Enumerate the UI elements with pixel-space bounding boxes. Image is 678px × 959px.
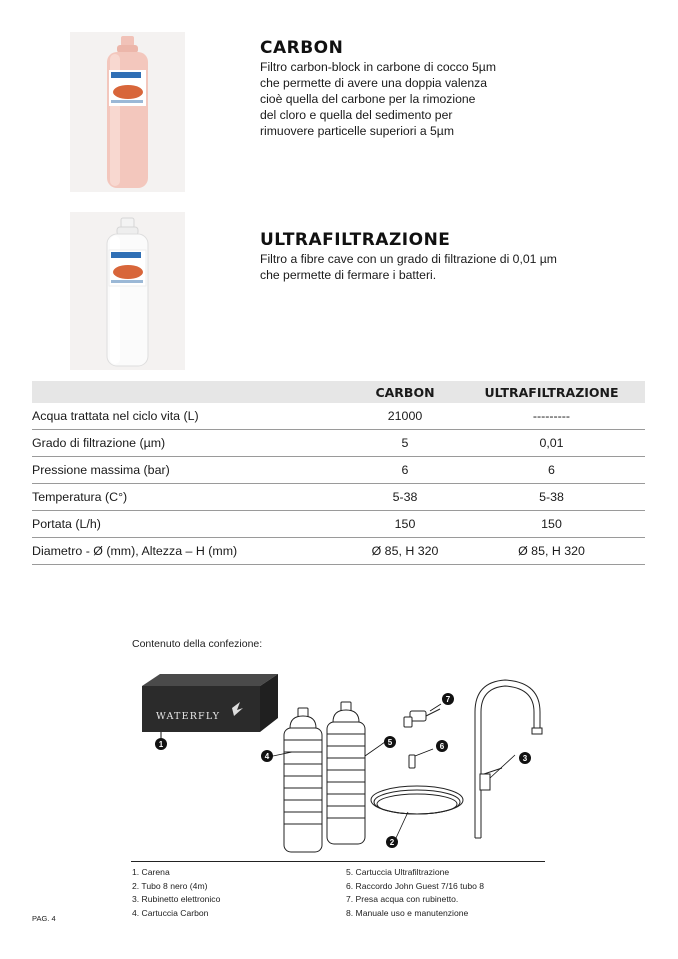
connector-illustration <box>409 755 415 768</box>
spec-label: Grado di filtrazione (µm) <box>32 430 352 457</box>
spec-value-ultra: --------- <box>458 403 645 430</box>
spec-label: Acqua trattata nel ciclo vita (L) <box>32 403 352 430</box>
carbon-cartridge-photo <box>70 32 185 192</box>
legend-item: 8. Manuale uso e manutenzione <box>346 907 469 918</box>
legend-item: 6. Raccordo John Guest 7/16 tubo 8 <box>346 880 485 891</box>
spec-label: Temperatura (C°) <box>32 484 352 511</box>
spec-table <box>32 381 645 565</box>
package-contents-diagram <box>120 660 560 860</box>
product-desc-carbon: Filtro carbon-block in carbone di cocco 5µm che permette di avere una doppia valenza cioè quella del carbone per la rimozione del cloro e quella del sedimento per rimuovere particelle superiori a 5µm <box>260 60 496 138</box>
legend-item: 7. Presa acqua con rubinetto. <box>346 894 459 904</box>
spec-value-carbon: Ø 85, H 320 <box>352 538 458 565</box>
product-title-ultrafiltrazione: ULTRAFILTRAZIONE <box>260 230 451 250</box>
table-row <box>32 484 645 511</box>
legend-item: 1. Carena <box>132 867 170 877</box>
spec-label: Diametro - Ø (mm), Altezza – H (mm) <box>32 538 352 565</box>
callout-1 <box>155 738 167 750</box>
ultrafiltration-cartridge-illustration <box>327 702 365 844</box>
water-valve-illustration <box>404 709 440 727</box>
legend-right <box>346 866 484 920</box>
spec-value-ultra: 6 <box>458 457 645 484</box>
table-row <box>32 538 645 565</box>
spec-value-carbon: 150 <box>352 511 458 538</box>
svg-text:2: 2 <box>389 838 395 847</box>
legend-item: 4. Cartuccia Carbon <box>132 907 209 918</box>
table-row <box>32 403 645 430</box>
table-row <box>32 430 645 457</box>
callout-7 <box>442 693 454 705</box>
legend-item: 2. Tubo 8 nero (4m) <box>132 880 208 891</box>
svg-text:3: 3 <box>522 754 528 763</box>
housing-box-illustration <box>142 674 278 732</box>
table-row <box>32 457 645 484</box>
spec-header-row <box>32 381 645 403</box>
svg-text:5: 5 <box>387 738 393 747</box>
brand-logo-text: WATERFLY <box>156 711 221 722</box>
product-title-carbon: CARBON <box>260 38 344 58</box>
spec-label: Pressione massima (bar) <box>32 457 352 484</box>
spec-value-ultra: 5-38 <box>458 484 645 511</box>
ultrafiltration-cartridge-photo <box>70 212 185 370</box>
spec-header-ultrafiltrazione: ULTRAFILTRAZIONE <box>458 381 645 403</box>
spec-value-ultra: 150 <box>458 511 645 538</box>
callout-5 <box>384 736 396 748</box>
spec-header-carbon: CARBON <box>352 381 458 403</box>
spec-value-carbon: 5 <box>352 430 458 457</box>
legend-item: 3. Rubinetto elettronico <box>132 894 221 904</box>
table-row <box>32 511 645 538</box>
package-title: Contenuto della confezione: <box>132 638 263 650</box>
spec-value-ultra: 0,01 <box>458 430 645 457</box>
product-desc-ultrafiltrazione: Filtro a fibre cave con un grado di filtrazione di 0,01 µm che permette di fermare i batteri. <box>260 252 557 282</box>
spec-value-carbon: 5-38 <box>352 484 458 511</box>
svg-text:4: 4 <box>264 752 270 761</box>
tubing-coil-illustration <box>371 786 463 814</box>
legend-divider <box>131 861 545 862</box>
spec-value-ultra: Ø 85, H 320 <box>458 538 645 565</box>
callout-4 <box>261 750 273 762</box>
carbon-cartridge-image <box>70 32 185 192</box>
legend-left <box>132 866 220 920</box>
svg-text:1: 1 <box>158 740 164 749</box>
svg-text:6: 6 <box>439 742 445 751</box>
ultrafiltration-cartridge-image <box>70 212 185 370</box>
faucet-illustration <box>475 680 542 838</box>
spec-value-carbon: 6 <box>352 457 458 484</box>
callout-6 <box>436 740 448 752</box>
spec-label: Portata (L/h) <box>32 511 352 538</box>
carbon-cartridge-illustration <box>284 708 322 852</box>
spec-value-carbon: 21000 <box>352 403 458 430</box>
callout-3 <box>519 752 531 764</box>
callout-2 <box>386 836 398 848</box>
page-number: PAG. 4 <box>32 914 56 923</box>
svg-text:7: 7 <box>445 695 451 704</box>
spec-header-blank <box>32 381 352 403</box>
legend-item: 5. Cartuccia Ultrafiltrazione <box>346 867 450 877</box>
